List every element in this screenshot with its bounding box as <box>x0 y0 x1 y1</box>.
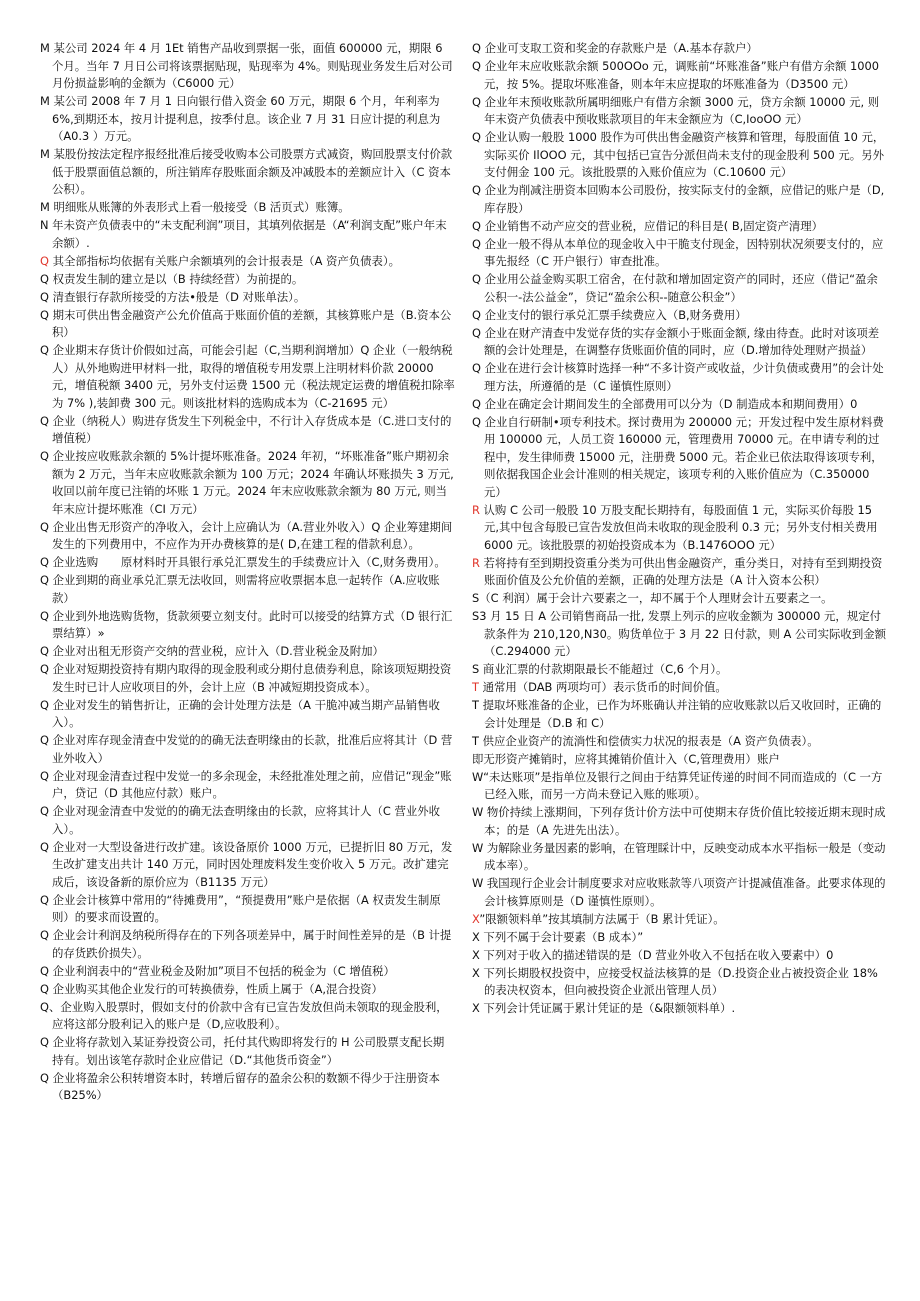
question-text: 某公司 2024 年 4 月 1Et 销售产品收到票据一张，面值 600000 元，期限 6 个月。当年 7 月日公司将该票据贴现，贴现率为 4%。则贴现业务发生后对公司月份损益影响的金额为（C6000 元） <box>49 41 453 90</box>
question-entry <box>40 981 455 999</box>
question-entry <box>472 555 887 590</box>
index-letter: M <box>40 41 50 55</box>
index-letter: Q <box>40 449 49 463</box>
index-letter: W <box>472 769 484 784</box>
index-letter: W <box>472 876 484 890</box>
question-text: 企业一般不得从本单位的现金收入中干脆支付现金，因特别状况须要支付的，应事先报经（C 开户银行）审查批准。 <box>480 236 884 268</box>
index-letter: Q <box>40 307 49 322</box>
index-letter: R <box>472 555 480 570</box>
question-entry <box>40 768 455 803</box>
question-text: 其全部指标均依据有关账户余额填列的会计报表是（A 资产负债表）。 <box>48 253 401 268</box>
question-text: 企业为削减注册资本回购本公司股份，按实际支付的金额，应借记的账户是（D,库存股） <box>480 183 885 215</box>
index-letter: M <box>40 200 50 214</box>
index-letter: Q <box>472 236 481 251</box>
question-text: 企业支付的银行承兑汇票手续费应入（B,财务费用） <box>480 307 747 322</box>
question-entry <box>472 679 887 697</box>
question-entry <box>472 965 887 1000</box>
index-letter: Q <box>472 94 481 109</box>
question-text: 认购 C 公司一般股 10 万股支配长期持有，每股面值 1 元，实际买价每股 15 元,其中包含每股已宣告发放但尚未收取的现金股利 0.3 元；另外支付相关费用 6000 元。该批股票的初始投资成本为（B.1476OOO 元） <box>479 502 878 552</box>
index-letter: Q <box>40 1035 49 1049</box>
index-letter: Q <box>472 218 481 233</box>
question-entry <box>472 307 887 325</box>
question-entry <box>40 572 455 607</box>
question-text: 企业将盈余公积转增资本时，转增后留存的盈余公积的数额不得少于注册资本（B25%） <box>48 1070 440 1102</box>
question-entry <box>472 502 887 555</box>
question-text: 清查银行存款所接受的方法•般是（D 对账单法）。 <box>48 289 306 304</box>
question-entry <box>40 999 455 1034</box>
index-letter: M <box>40 147 50 161</box>
question-entry <box>40 40 455 93</box>
index-letter: Q <box>40 804 49 818</box>
question-text: 企业对一大型设备进行改扩建。该设备原价 1000 万元，已提折旧 80 万元，发生改扩建支出共计 140 万元，同时因处理废料发生变价收入 5 万元。改扩建完成后，该设备新的原价应为（B1135 万元） <box>48 839 453 889</box>
question-text: 商业汇票的付款期限最长不能超过（C,6 个月）。 <box>479 662 728 676</box>
index-letter: Q <box>472 272 481 286</box>
question-text: 企业可支取工资和奖金的存款账户是（A.基本存款户） <box>480 41 758 55</box>
question-entry <box>472 875 887 910</box>
question-entry <box>40 1034 455 1069</box>
question-text: 供应企业资产的流淌性和偿债实力状况的报表是（A 资产负债表）。 <box>478 733 819 748</box>
index-letter: X <box>472 1001 480 1015</box>
question-entry <box>472 697 887 732</box>
question-text: 企业期末存货计价假如过高，可能会引起（C,当期利润增加）Q 企业（一般纳税人）从外地购进甲材料一批，取得的增值税专用发票上注明材料价款 20000 元，增值税额 3400 元，另外支付运费 1500 元（税法规定运费的增值税扣除率为 7% ),装卸费 300 元。则该批材料的选购成本为（C-21695 元） <box>48 343 455 410</box>
question-text: 企业按应收账款余额的 5%计提坏账准备。2024 年初，“坏账准备”账户期初余额为 2 万元，当年末应收账款余额为 100 万元；2024 年确认坏账损失 3 万元, 收回以前年度已注销的坏账 1 万元。2024 年末应收账款余额为 80 万元, 则当年末应计提坏账准（CI 万元） <box>48 449 454 516</box>
question-entry <box>40 199 455 217</box>
question-text: 企业到期的商业承兑汇票无法收回，则需将应收票据本息一起转作（A.应收账款） <box>48 573 440 605</box>
question-text: 提取坏账准备的企业，已作为坏账确认并注销的应收账款以后又收回时，正确的会计处理是（D.B 和 C） <box>478 698 882 730</box>
question-text: 月 15 日 A 公司销售商品一批, 发票上列示的应收金额为 300000 元，规定付款条件为 210,120,N30。购货单位于 3 月 22 日付款，则 A 公司实际收到金额（C.294000 元） <box>484 609 886 658</box>
question-text: 下列不属于会计要素（B 成本）” <box>479 929 644 944</box>
index-letter: M <box>40 94 50 108</box>
question-entry <box>40 271 455 289</box>
index-letter: Q <box>40 644 49 658</box>
question-text: 企业对发生的销售折让，正确的会计处理方法是（A 干脆冲减当期产品销售收入）。 <box>48 697 440 729</box>
question-text: （C 利润）属于会计六要素之一，却不属于个人理财会计五要素之一。 <box>479 591 833 605</box>
question-text: 下列对于收入的描述错误的是（D 营业外收入不包括在收入要素中）0 <box>479 947 834 962</box>
question-text: 下列会计凭证属于累计凭证的是（&限额领料单）. <box>479 1001 736 1015</box>
index-letter: Q <box>40 981 49 996</box>
question-entry <box>40 661 455 696</box>
index-letter: Q <box>40 839 49 854</box>
question-entry <box>40 608 455 643</box>
question-entry <box>40 554 455 572</box>
question-entry <box>472 40 887 58</box>
index-letter: Q <box>40 1070 49 1085</box>
index-letter: Q <box>40 413 49 428</box>
index-letter: Q <box>40 768 49 783</box>
question-entry <box>40 643 455 661</box>
index-letter: W <box>472 840 484 855</box>
index-letter: S3 <box>472 609 487 623</box>
question-text: 企业在确定会计期间发生的全部费用可以分为（D 制造成本和期间费用）0 <box>480 396 858 411</box>
index-letter: Q <box>40 253 49 268</box>
index-letter: Q <box>40 928 49 942</box>
question-entry <box>40 963 455 981</box>
question-text: 企业到外地选购货物，货款须要立刻支付。此时可以接受的结算方式（D 银行汇票结算）» <box>48 608 453 640</box>
question-text: 若将持有至到期投资重分类为可供出售金融资产，重分类日，对持有至到期投资账面价值及公允价值的差额，正确的处理方法是（A 计入资本公积） <box>479 555 883 587</box>
question-text: 企业自行研制•项专利技术。探讨费用为 200000 元；开发过程中发生原材料费用 100000 元，人员工资 160000 元，管理费用 70000 元。在申请专利的过程中，发生律师费 15000 元，注册费 5000 元。若企业已依法取得该项专利，则依据我国企业会计准则的相关规定，该项专利的入账价值应为（C.350000 元） <box>480 414 884 499</box>
question-entry <box>40 413 455 448</box>
question-text: 企业认购一般股 1000 股作为可供出售金融资产核算和管理，每股面值 10 元，实际买价 IlOOO 元，其中包括已宣告分派但尚未支付的现金股利 500 元。另外支付佣金 100 元。该批股票的入账价值应为（C.10600 元） <box>480 130 885 179</box>
index-letter: Q <box>472 396 481 411</box>
index-letter: Q <box>40 555 49 569</box>
question-entry <box>40 448 455 518</box>
question-entry <box>472 218 887 236</box>
right-column <box>472 40 887 1018</box>
index-letter: Q <box>472 41 481 55</box>
question-text: 某公司 2008 年 7 月 1 日向银行借入资金 60 万元，期限 6 个月，年利率为 6%,到期还本，按月计提利息，按季付息。该企业 7 月 31 日应计提的利息为（A0.3 ）万元。 <box>49 94 441 143</box>
question-entry <box>472 840 887 875</box>
question-text: 企业（纳税人）购进存货发生下列税金中，不行计入存货成本是（C.进口支付的增值税） <box>48 413 452 445</box>
index-letter: T <box>472 698 479 712</box>
index-letter: Q <box>472 414 481 429</box>
question-entry <box>40 146 455 199</box>
index-letter: X <box>472 965 480 980</box>
index-letter: R <box>472 502 480 517</box>
question-text: 明细账从账簿的外表形式上看一般接受（B 活页式）账簿。 <box>49 200 350 214</box>
question-text: 企业购买其他企业发行的可转换债券，性质上属于（A,混合投资） <box>48 981 383 996</box>
question-entry <box>40 697 455 732</box>
left-column <box>40 40 455 1105</box>
question-text: 、企业购入股票时，假如支付的价款中含有已宣告发放但尚未领取的现金股利，应将这部分股利记入的账户是（D,应收股利）。 <box>48 999 448 1031</box>
index-letter: T <box>472 733 479 748</box>
question-entry <box>40 289 455 307</box>
question-text: ”限额领料单”按其填制方法属于（B 累计凭证）。 <box>479 911 725 926</box>
index-letter: S <box>472 591 480 605</box>
question-text: 企业将存款划入某证券投资公司，托付其代购即将发行的 H 公司股票支配长期持有。划出该笔存款时企业应借记（D.“其他货币资金”） <box>48 1035 445 1067</box>
question-text: 企业对现金清查中发觉的的确无法查明缘由的长款，应将其计人（C 营业外收入）。 <box>48 804 441 836</box>
index-letter: W <box>472 805 484 819</box>
question-text: 企业年末预收账款所属明细账户有借方余额 3000 元，贷方余额 10000 元, 则年末资产负债表中预收账款项目的年末金额应为（C,IooOO 元） <box>480 94 880 126</box>
question-text: 通常用（DAB 两项均可）表示货币的时间价值。 <box>478 680 727 694</box>
question-entry <box>472 414 887 502</box>
question-text: 企业出售无形资产的净收入，会计上应确认为（A.营业外收入）Q 企业筹建期间发生的下列费用中，不应作为开办费核算的是( D,在建工程的借款利息）。 <box>48 519 453 551</box>
question-text: 企业销售不动产应交的营业税，应借记的科目是( B,固定资产清理） <box>480 218 824 233</box>
question-entry <box>40 519 455 554</box>
index-letter: Q <box>472 130 481 144</box>
question-entry <box>472 129 887 182</box>
index-letter: Q <box>40 662 49 676</box>
question-entry <box>472 911 887 929</box>
index-letter: Q <box>40 343 49 357</box>
question-text: 企业对短期投资持有期内取得的现金股利或分期付息债券利息，除该项短期投资发生时已计人应收项目的外，会计上应（B 冲减短期投资成本）。 <box>48 662 452 694</box>
question-text: 企业会计利润及纳税所得存在的下列各项差异中，属于时间性差异的是（B 计提的存货跌价损失）。 <box>48 928 452 960</box>
question-text: “未达账项”是指单位及银行之间由于结算凭证传递的时间不同而造成的（C 一方已经入账，而另一方尚未登记入账的账项）。 <box>483 769 883 801</box>
question-entry <box>472 396 887 414</box>
index-letter: Q <box>472 325 481 340</box>
index-letter: T <box>472 680 479 694</box>
index-letter: S <box>472 662 480 676</box>
question-entry <box>472 1000 887 1018</box>
question-entry <box>40 1070 455 1105</box>
question-entry <box>40 732 455 767</box>
index-letter: Q <box>40 999 49 1014</box>
question-entry <box>472 271 887 306</box>
question-entry <box>40 253 455 271</box>
index-letter: Q <box>40 289 49 304</box>
question-text: 企业在进行会计核算时选择一种“不多计资产或收益，少计负债或费用”的会计处理方法，所遵循的是（C 谨慎性原则） <box>480 361 884 393</box>
question-text: 企业用公益金购买职工宿舍，在付款和增加固定资产的同时，还应（借记“盈余公积一-法公益金”，贷记“盈余公积--随意公积金”） <box>480 272 878 304</box>
index-letter: Q <box>40 963 49 978</box>
index-letter: Q <box>40 573 49 587</box>
question-text: 企业对出租无形资产交纳的营业税，应计入（D.营业税金及附加） <box>48 644 384 658</box>
question-entry <box>472 929 887 947</box>
question-text: 权责发生制的建立是以（B 持续经营）为前提的。 <box>48 271 304 286</box>
question-entry <box>40 892 455 927</box>
question-entry <box>472 94 887 129</box>
index-letter: Q <box>40 608 49 623</box>
question-text: 为解除业务量因素的影响，在管理睬计中，反映变动成本水平指标一般是（变动成本率）。 <box>483 840 886 872</box>
question-entry <box>40 927 455 962</box>
question-text: 物价持续上涨期间，下列存货计价方法中可使期末存货价值比较接近期末现时成本；的是（A 先进先出法）。 <box>483 805 886 837</box>
index-letter: Q <box>40 733 49 747</box>
question-text: 企业选购 原材料时开具银行承兑汇票发生的手续费应计入（C,财务费用）。 <box>48 555 446 569</box>
index-letter: Q <box>472 183 481 197</box>
question-entry <box>472 58 887 93</box>
index-letter: X <box>472 929 480 944</box>
question-text: 即无形资产摊销时，应将其摊销价值计入（C,管理费用）账户 <box>472 751 780 766</box>
index-letter: X <box>472 911 480 926</box>
question-entry <box>40 307 455 342</box>
question-entry <box>472 590 887 608</box>
index-letter: Q <box>472 361 481 375</box>
question-entry <box>472 769 887 804</box>
question-entry <box>472 751 887 769</box>
question-entry <box>40 342 455 412</box>
question-entry <box>472 608 887 661</box>
question-entry <box>472 360 887 395</box>
question-entry <box>472 733 887 751</box>
question-text: 我国现行企业会计制度要求对应收账款等八项资产计提减值准备。此要求体现的会计核算原则是（D 谨慎性原则）。 <box>483 876 886 908</box>
index-letter: Q <box>472 307 481 322</box>
question-entry <box>472 661 887 679</box>
question-entry <box>472 947 887 965</box>
question-text: 企业对现金清查过程中发觉一的多余现金，未经批准处理之前，应借记“现金”账户，贷记（D 其他应付款）账户。 <box>48 768 452 800</box>
index-letter: Q <box>40 271 49 286</box>
question-text: 年未资产负债表中的“未支配利润”项目，其填列依据是（A“利润支配”账户年末余额）. <box>48 218 447 250</box>
question-entry <box>472 325 887 360</box>
question-entry <box>472 182 887 217</box>
index-letter: Q <box>40 697 49 712</box>
question-text: 下列长期股权投资中，应接受权益法核算的是（D.投资企业占被投资企业 18%的表决权资本，但向被投资企业派出管理人员） <box>479 965 878 997</box>
question-entry <box>40 839 455 892</box>
index-letter: X <box>472 947 480 962</box>
question-text: 某股份按法定程序报经批准后接受收购本公司股票方式减资，购回股票支付价款低于股票面值总额的，所注销库存股账面余额及冲减股本的差额应计入（C 资本公积）。 <box>49 147 453 196</box>
index-letter: Q <box>472 59 481 73</box>
question-text: 企业利润表中的“营业税金及附加”项目不包括的税金为（C 增值税） <box>48 963 395 978</box>
index-letter: Q <box>40 519 49 534</box>
question-text: 企业在财产清查中发觉存货的实存金额小于账面金额, 缘由待查。此时对该项差额的会计处理是，在调整存货账面价值的同时，应（D.增加待处理财产损益） <box>480 325 880 357</box>
question-text: 企业对库存现金清查中发觉的的确无法查明缘由的长款，批准后应将其计（D 营业外收入） <box>48 733 453 765</box>
question-text: 企业会计核算中常用的“待摊费用”，“预提费用”账户是依据（A 权责发生制原则）的要求而设置的。 <box>48 892 441 924</box>
question-entry <box>40 93 455 146</box>
question-text: 企业年末应收账款余额 500OOo 元，调账前“坏账准备”账户有借方余额 1000 元，按 5%。提取坏账准备，则本年末应提取的坏账准备为（D3500 元） <box>480 59 880 91</box>
question-entry <box>472 236 887 271</box>
question-entry <box>40 803 455 838</box>
index-letter: N <box>40 218 49 232</box>
question-text: 期末可供出售金融资产公允价值高于账面价值的差额，其核算账户是（B.资本公积） <box>48 307 452 339</box>
question-entry <box>40 217 455 252</box>
question-entry <box>472 804 887 839</box>
index-letter: Q <box>40 892 49 907</box>
